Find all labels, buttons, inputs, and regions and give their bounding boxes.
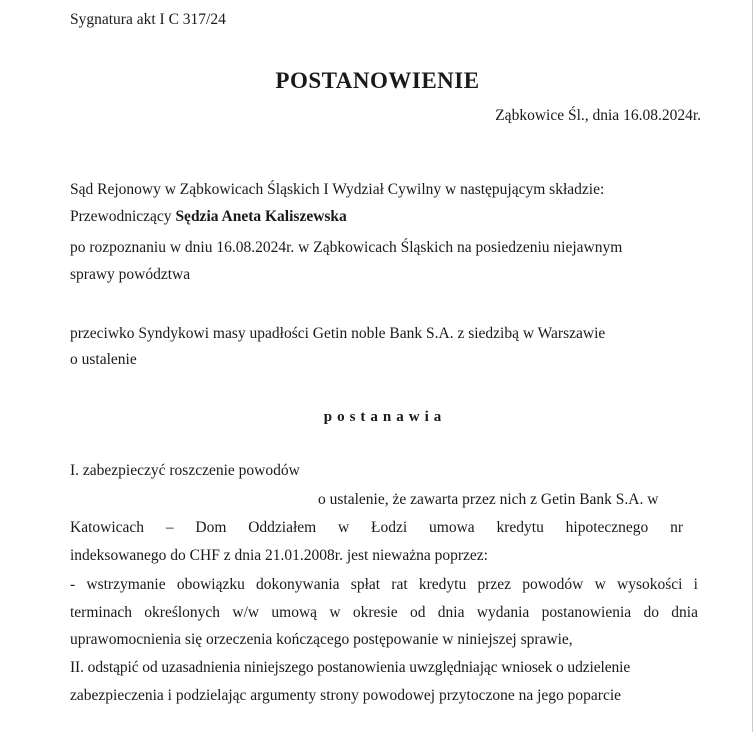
point-2-line-1: II. odstąpić od uzasadnienia niniejszego postanowienia uwzględniając wniosek o udzielenie <box>70 659 631 676</box>
review-line: po rozpoznaniu w dniu 16.08.2024r. w Ząbkowicach Śląskich na posiedzeniu niejawnym <box>70 239 623 256</box>
presiding-line <box>70 207 347 227</box>
document-title: POSTANOWIENIE <box>275 68 480 93</box>
presiding-label: Przewodniczący <box>70 208 172 225</box>
bullet-line-3: uprawomocnienia się orzeczenia kończącego postępowanie w niniejszej sprawie, <box>70 631 573 648</box>
point-1-line-4: indeksowanego do CHF z dnia 21.01.2008r. jest nieważna poprzez: <box>70 547 488 564</box>
point-1-start: I. zabezpieczyć roszczenie powodów <box>70 462 300 479</box>
point-1-continuation: o ustalenie, że zawarta przez nich z Getin Bank S.A. w <box>318 491 659 508</box>
against-line: przeciwko Syndykowi masy upadłości Getin noble Bank S.A. z siedzibą w Warszawie <box>70 325 606 342</box>
judge-name: Sędzia Aneta Kaliszewska <box>175 208 347 225</box>
decision-heading: postanawia <box>323 409 447 425</box>
point-2-line-2: zabezpieczenia i podzielając argumenty strony powodowej przytoczone na jego poparcie <box>70 687 622 704</box>
place-and-date: Ząbkowice Śl., dnia 16.08.2024r. <box>495 107 701 124</box>
bullet-line-1: - wstrzymanie obowiązku dokonywania spłat rat kredytu przez powodów w wysokości i <box>70 576 698 593</box>
point-1-line-3: Katowicach – Dom Oddziałem w Łodzi umowa kredytu hipotecznego nr <box>70 519 683 536</box>
page-edge <box>752 0 753 732</box>
bullet-line-2: terminach określonych w/w umową w okresie od dnia wydania postanowienia do dnia <box>70 604 698 621</box>
case-signature: Sygnatura akt I C 317/24 <box>70 11 226 28</box>
subject-line: o ustalenie <box>70 351 137 368</box>
case-line: sprawy powództwa <box>70 266 191 283</box>
court-line: Sąd Rejonowy w Ząbkowicach Śląskich I Wydział Cywilny w następującym składzie: <box>70 181 605 198</box>
